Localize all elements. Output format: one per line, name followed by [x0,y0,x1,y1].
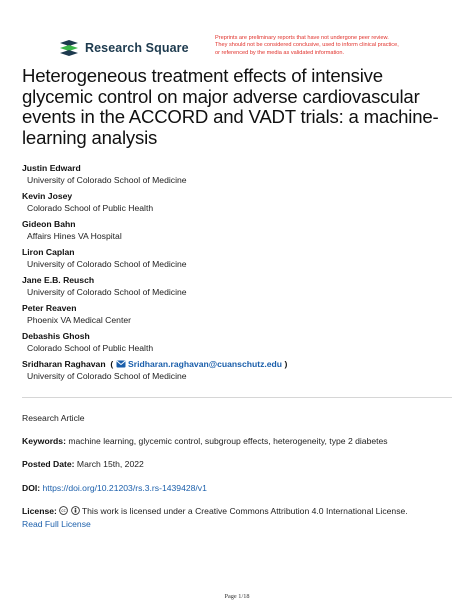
title-line: learning analysis [22,126,158,148]
posted-date-value: March 15th, 2022 [76,459,144,469]
article-type: Research Article [22,413,85,423]
title-line: Heterogeneous treatment effects of intensive [22,65,383,86]
author-affiliation: Colorado School of Public Health [27,343,154,353]
doi-row [22,482,207,494]
author-list [22,163,462,387]
author-affiliation: University of Colorado School of Medicine [27,287,187,297]
section-divider [22,397,452,398]
author-name: Debashis Ghosh [22,331,90,341]
author-affiliation: Colorado School of Public Health [27,203,154,213]
by-icon [71,506,80,515]
title-line: events in the ACCORD and VADT trials: a machine- [22,106,439,127]
disclaimer-line: Preprints are preliminary reports that have not undergone peer review. [215,35,389,41]
author-name: Peter Reaven [22,303,77,313]
title-line: glycemic control on major adverse cardiovascular [22,85,420,107]
posted-date-row [22,458,144,470]
corresponding-author-name: Sridharan Raghavan [22,359,106,369]
corresponding-author-entry [22,359,462,387]
author-name: Liron Caplan [22,247,75,257]
author-affiliation: University of Colorado School of Medicine [27,175,187,185]
posted-date-label: Posted Date: [22,459,75,469]
license-row [22,505,408,517]
preprint-disclaimer [215,35,450,57]
email-link[interactable]: Sridharan.raghavan@cuanschutz.edu [128,359,283,369]
disclaimer-line: They should not be considered conclusive, used to inform clinical practice, [215,42,399,49]
author-entry [22,163,462,191]
author-name: Kevin Josey [22,191,73,201]
doi-label: DOI: [22,483,41,493]
research-square-logo[interactable] [58,38,189,58]
author-entry [22,247,462,275]
author-entry [22,331,462,359]
author-entry [22,191,462,219]
author-affiliation: Phoenix VA Medical Center [27,315,131,325]
svg-text:cc: cc [61,508,67,514]
paren-close: ) [284,359,288,369]
read-full-license-link[interactable]: Read Full License [22,519,91,529]
disclaimer-line: or referenced by the media as validated information. [215,49,345,56]
keywords-label: Keywords: [22,436,66,446]
keywords-value: machine learning, glycemic control, subgroup effects, heterogeneity, type 2 diabetes [68,436,388,446]
author-affiliation: University of Colorado School of Medicine [27,371,187,381]
keywords-row [22,435,388,447]
author-entry [22,275,462,303]
license-label: License: [22,506,57,516]
mail-icon [116,360,126,368]
research-square-logo-icon [58,39,80,57]
brand-name: Research Square [85,41,189,55]
author-name [22,359,462,370]
author-affiliation: University of Colorado School of Medicine [27,259,187,269]
license-text: This work is licensed under a Creative Commons Attribution 4.0 International License. [81,506,408,516]
page-number: Page 1/18 [224,593,250,600]
author-entry [22,219,462,247]
author-name: Justin Edward [22,163,81,173]
author-name: Gideon Bahn [22,219,76,229]
doi-link[interactable]: https://doi.org/10.21203/rs.3.rs-1439428/v1 [42,483,207,493]
article-title [22,66,462,148]
author-name: Jane E.B. Reusch [22,275,95,285]
author-affiliation: Affairs Hines VA Hospital [27,231,122,241]
cc-icon [59,506,68,515]
author-entry [22,303,462,331]
paren-open: ( [110,359,114,369]
